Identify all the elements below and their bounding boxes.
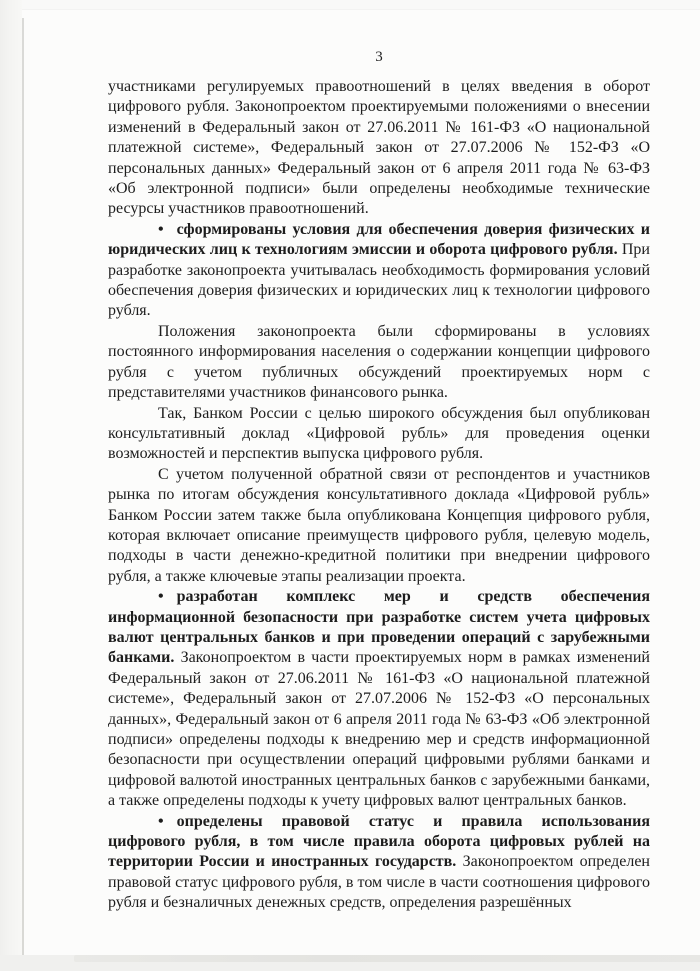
paragraph [108, 465, 650, 587]
scan-left-seam [22, 18, 24, 956]
page-number: 3 [375, 49, 383, 65]
text-run: С учетом полученной обратной связи от респондентов и участников рынка по итогам обсуждения консультативного доклада «Цифровой рубль» Банком России затем также была опубликована Концепция цифрового рубля, которая включает описание преимуществ цифрового рубля, целевую модель, подходы в части денежно-кредитной политики при внедрении цифрового рубля, а также ключевые этапы реализации проекта. [108, 465, 650, 585]
bullet-icon: • [158, 220, 164, 238]
paragraph [108, 77, 650, 220]
document-body [108, 77, 650, 914]
scan-top-edge [0, 0, 700, 10]
text-run: участниками регулируемых правоотношений в целях введения в оборот цифрового рубля. Законопроектом проектируемыми положениями о внесении изменений в Федеральный закон от 27.06.2011 № 161-ФЗ «О национальной платежной системе», Федеральный закон от 27.07.2006 № 152-ФЗ «О персональных данных» Федеральный закон от 6 апреля 2011 года № 63-ФЗ «Об электронной подписи» были определены необходимые технические ресурсы участников правоотношений. [108, 78, 650, 218]
text-run-bold: сформированы условия для обеспечения доверия физических и юридических лиц к технологиям эмиссии и оборота цифрового рубля. [108, 220, 650, 259]
text-run-bold: определены правовой статус и правила использования цифрового рубля, в том числе правила оборота цифровых рублей на территории России и иностранных государств. [108, 812, 650, 871]
text-run: Положения законопроекта были сформированы в условиях постоянного информирования населения о содержании концепции цифрового рубля с учетом публичных обсуждений проектируемых норм с представителями участников финансового рынка. [108, 322, 650, 402]
text-run: Законопроектом в части проектируемых норм в рамках изменений Федеральный закон от 27.06.2011 № 161-ФЗ «О национальной платежной системе», Федеральный закон от 27.07.2006 № 152-ФЗ «О персональных данных», Федеральный закон от 6 апреля 2011 года № 63-ФЗ «Об электронной подписи» определены подходы к внедрению мер и средств информационной безопасности при осуществлении операций цифровыми рублями банками и цифровой валютой иностранных центральных банков с зарубежными банками, а также определены подходы к учету цифровых валют центральных банков. [108, 649, 650, 810]
text-run: Так, Банком России с целью широкого обсуждения был опубликован консультативный доклад «Цифровой рубль» для проведения оценки возможностей и перспектив выпуска цифрового рубля. [108, 404, 650, 463]
scan-bottom-shadow [74, 955, 700, 962]
bullet-paragraph [108, 587, 650, 811]
text-run: Законопроектом определен правовой статус цифрового рубля, в том числе в части соотношения цифрового рубля и безналичных денежных средств, определения разрешённых [108, 853, 650, 912]
paragraph [108, 404, 650, 465]
bullet-paragraph [108, 812, 650, 914]
text-run-bold: разработан комплекс мер и средств обеспечения информационной безопасности при разработке систем учета цифровых валют центральных банков и при проведении операций с зарубежными банками. [108, 588, 650, 667]
text-run: При разработке законопроекта учитывалась необходимость формирования условий обеспечения доверия физических и юридических лиц к технологии цифрового рубля. [108, 241, 650, 320]
bullet-icon: • [158, 588, 164, 606]
bullet-paragraph [108, 220, 650, 322]
bullet-icon: • [158, 812, 164, 830]
paragraph [108, 322, 650, 404]
scan-left-edge [0, 0, 22, 957]
